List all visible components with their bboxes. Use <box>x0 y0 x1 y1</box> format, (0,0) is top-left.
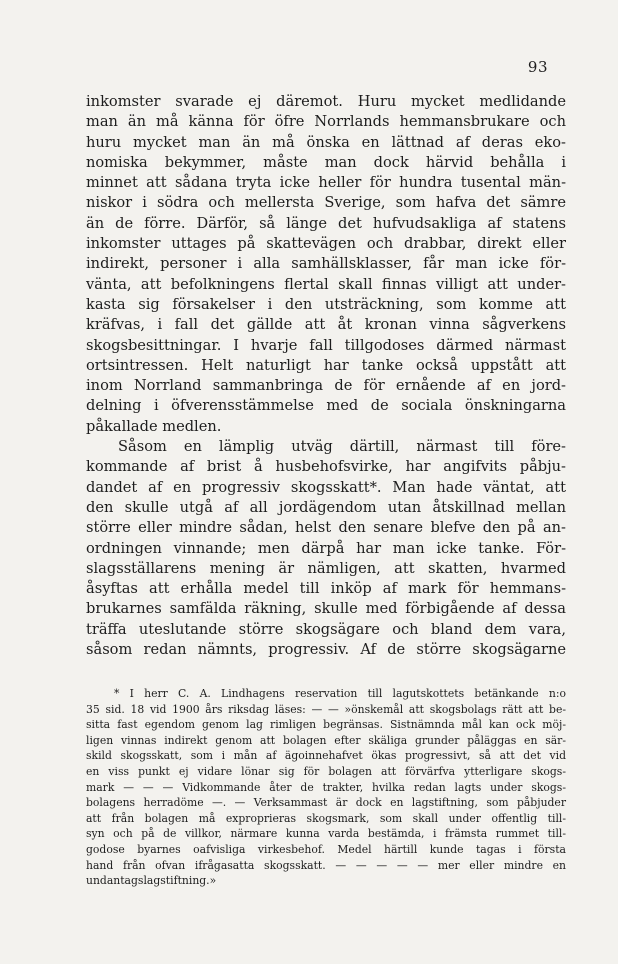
body-line: Såsom en lämplig utväg därtill, närmast till före- <box>118 438 566 456</box>
body-line: kommande af brist å husbehofsvirke, har angifvits påbju- <box>86 458 566 476</box>
body-line: ortsintressen. Helt naturligt har tanke också uppstått att <box>86 356 566 374</box>
body-line: niskor i södra och mellersta Sverige, som hafva det sämre <box>86 194 566 212</box>
footnotes <box>86 686 566 889</box>
body-line: man än må känna för öfre Norrlands hemmansbrukare och <box>86 113 566 131</box>
footnote-line: 35 sid. 18 vid 1900 års riksdag läses: — — »önskemål att skogsbolags rätt att be- <box>86 702 566 716</box>
footnote-line: bolagens herradöme —. — Verksammast är dock en lagstiftning, som påbjuder <box>86 796 566 810</box>
footnote-line: godose byarnes oafvisliga virkesbehof. Medel härtill kunde tagas i första <box>86 842 566 856</box>
body-line: större eller mindre sådan, helst den senare blefve den på an- <box>86 519 566 537</box>
body-line: såsom redan nämnts, progressiv. Af de större skogsägarne <box>86 641 566 659</box>
body-line: den skulle utgå af all jordägendom utan åtskillnad mellan <box>86 498 566 516</box>
body-line: huru mycket man än må önska en lättnad af deras eko- <box>86 133 566 151</box>
footnote-line: hand från ofvan ifrågasatta skogsskatt. — — — — — mer eller mindre en <box>86 858 566 872</box>
body-line: slagsställarens mening är nämligen, att skatten, hvarmed <box>86 559 566 577</box>
footnote-line: syn och på de villkor, närmare kunna varda bestämda, i främsta rummet till- <box>86 827 566 841</box>
footnote-line: undantagslagstiftning.» <box>86 874 217 888</box>
body-line: vänta, att befolkningens flertal skall finnas villigt att under- <box>86 275 566 293</box>
body-line: minnet att sådana tryta icke heller för hundra tusental män- <box>86 174 566 192</box>
body-line: träffa uteslutande större skogsägare och bland dem vara, <box>86 620 566 638</box>
footnote-line: sitta fast egendom genom lag rimligen begränsas. Sistnämnda mål kan ock möj- <box>86 718 566 732</box>
body-line: indirekt, personer i alla samhällsklasser, får man icke för- <box>86 255 566 273</box>
footnote-line: ligen vinnas indirekt genom att bolagen efter skäliga grunder påläggas en sär- <box>86 733 566 747</box>
body-line: nomiska bekymmer, måste man dock härvid behålla i <box>86 153 566 171</box>
body-text <box>86 92 566 660</box>
body-line: kasta sig försakelser i den utsträckning, som komme att <box>86 295 566 313</box>
body-line: inkomster uttages på skattevägen och drabbar, direkt eller <box>86 235 566 253</box>
footnote-line: att från bolagen må exproprieras skogsmark, som skall under offentlig till- <box>86 811 566 825</box>
body-line: delning i öfverensstämmelse med de sociala önskningarna <box>86 397 566 415</box>
footnote-line: mark — — — Vidkommande åter de trakter, hvilka redan lagts under skogs- <box>86 780 566 794</box>
page-number: 93 <box>527 58 548 76</box>
body-line: dandet af en progressiv skogsskatt*. Man hade väntat, att <box>86 478 566 496</box>
body-line: åsyftas att erhålla medel till inköp af mark för hemmans- <box>86 580 566 598</box>
body-line: kräfvas, i fall det gällde att åt kronan vinna sågverkens <box>86 316 566 334</box>
body-line: påkallade medlen. <box>86 417 222 435</box>
body-line: brukarnes samfälda räkning, skulle med förbigående af dessa <box>86 600 566 618</box>
body-line: inom Norrland sammanbringa de för ernående af en jord- <box>86 377 566 395</box>
body-line: skogsbesittningar. I hvarje fall tillgodoses därmed närmast <box>86 336 566 354</box>
footnote-line: * I herr C. A. Lindhagens reservation till lagutskottets betänkande n:o <box>114 687 566 700</box>
footnote-line: en viss punkt ej vidare lönar sig för bolagen att förvärfva ytterligare skogs- <box>86 764 566 778</box>
body-line: än de förre. Därför, så länge det hufvudsakliga af statens <box>86 214 566 232</box>
footnote-line: skild skogsskatt, som i mån af ägoinnehafvet ökas progressivt, så att det vid <box>86 749 566 763</box>
body-line: inkomster svarade ej däremot. Huru mycket medlidande <box>86 93 566 110</box>
body-line: ordningen vinnande; men därpå har man icke tanke. För- <box>86 539 566 557</box>
